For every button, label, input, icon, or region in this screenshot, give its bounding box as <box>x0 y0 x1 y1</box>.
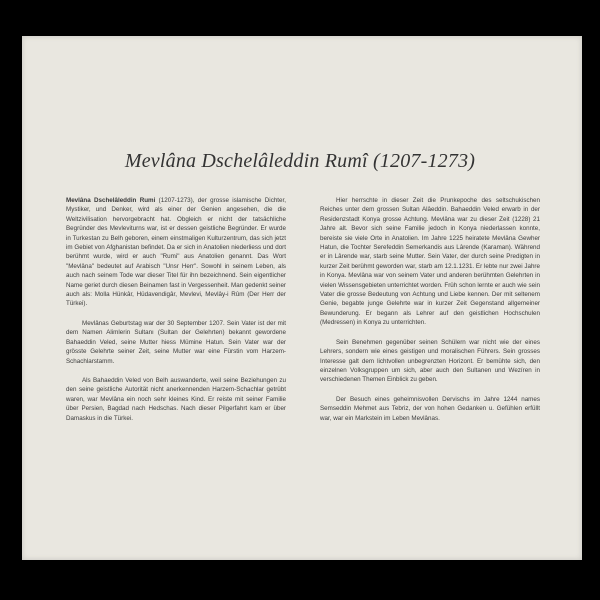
paragraph: Hier herrschte in dieser Zeit die Prunkepoche des seltschukischen Reiches unter dem grossen Sultan Alâeddin. Bahaeddin Veled erwarb in der Residenzstadt Konya grosse Achtung. Mevlâna war zu dieser Zeit (1228) 21 Jahre alt. Bevor sich seine Familie jedoch in Konya niederlassen konnte, bereiste sie viele Orte in Anatolien. Im Jahre 1225 heiratete Mevlâna Gewher Hatun, die Tochter Serefeddin Semerkandis aus Lârende (Karaman). Während er in Lârende war, starb seine Mutter. Sein Vater, der durch seine Predigten in kurzer Zeit berühmt geworden war, starb am 12.1.1231. Er lebte nur zwei Jahre in Konya. Mevlâna war von seinem Vater und anderen berühmten Gelehrten in vielen Wissensgebieten unterrichtet worden. Früh schon lernte er auch wie sein Vater die grosse Bedeutung von Achtung und Liebe kennen. Der mit seltenem Genie, begabte junge Gelehrte war in kurzer Zeit Gegenstand allgemeiner Bewunderung. Er begann als Lehrer auf den geistlichen Hochschulen (Medressen) in Konya zu unterrichten. <box>320 197 540 327</box>
left-column <box>66 196 286 433</box>
right-column <box>320 196 540 433</box>
paragraph: Sein Benehmen gegenüber seinen Schülern war nicht wie der eines Lehrers, sondern wie eines geistigen und moralischen Führers. Sein grosses Interesse galt dem lichtvollen unbegrenzten Horizont. Er bemühte sich, den einzelnen Volksgruppen um sich, aber auch den Sultanen und Wezíren in verschiedenen Themen Einblick zu geben. <box>320 338 540 384</box>
paragraph: Mevlânas Geburtstag war der 30 September 1207. Sein Vater ist der mit dem Namen Alimlerin Sultanı (Sultan der Gelehrten) bekannt gewordene Bahaeddin Veled, seine Mutter hiess Mümine Hatun. Sein Vater war der grösste Gelehrte seiner Zeit, seine Mutter war eine Fürstin vom Harzem-Schachlarstamm. <box>66 319 286 365</box>
paragraph: Als Bahaeddin Veled von Belh auswanderte, weil seine Beziehungen zu den seine geistliche Autorität nicht anerkennenden Harzem-Schachlar getrübt waren, war Mevlâna ein noch sehr kleines Kind. Er reiste mit seiner Familie über Persien, Bagdad nach Hedschas. Nach dieser Pilgerfahrt kam er über Damaskus in die Türkei. <box>66 376 286 422</box>
lead-name: Mevlâna Dschelâleddin Rumi <box>66 197 156 204</box>
page-title: Mevlâna Dschelâleddin Rumî (1207-1273) <box>124 150 476 172</box>
paragraph <box>66 196 286 309</box>
paragraph-text: (1207-1273), der grosse islamische Dichter, Mystiker, und Denker, wird als einer der Genien angesehen, die die Weltzivilisation hervorgebracht hat. Obgleich er nicht der tatsächliche Begründer des Mevleviturns war, ist er dessen geistliche Begründer. Er wurde in Turkestan zu Belh geboren, einem einstmaligen Kulturzentrum, das sich jetzt im Gebiet von Afghanistan befindet. Da er sich in Anatolien niederliess und dort berühmt wurde, wird er auch "Rumi" aus Anatolien genannt. Das Wort "Mevlâna" bedeutet auf Arabisch "Unsr Herr". Sowohl in seinem Leben, als auch nach seinem Tode war dieser Titel für ihn bezeichnend. Sein eigentlicher Name geriet durch diesen Beinamen fast in Vergessenheit. Man gedenkt seiner auch als: Molla Hünkâr, Hüdavendigâr, Mevlevi, Mevlây-i Rûm (Der Herr der Türkei). <box>66 197 286 308</box>
paragraph: Der Besuch eines geheimnisvollen Dervischs im Jahre 1244 names Semseddin Mehmet aus Tebriz, der von hohen Gedanken u. Gefühlen erfüllt war, war ein Markstein im Leben Mevlânas. <box>320 395 540 422</box>
